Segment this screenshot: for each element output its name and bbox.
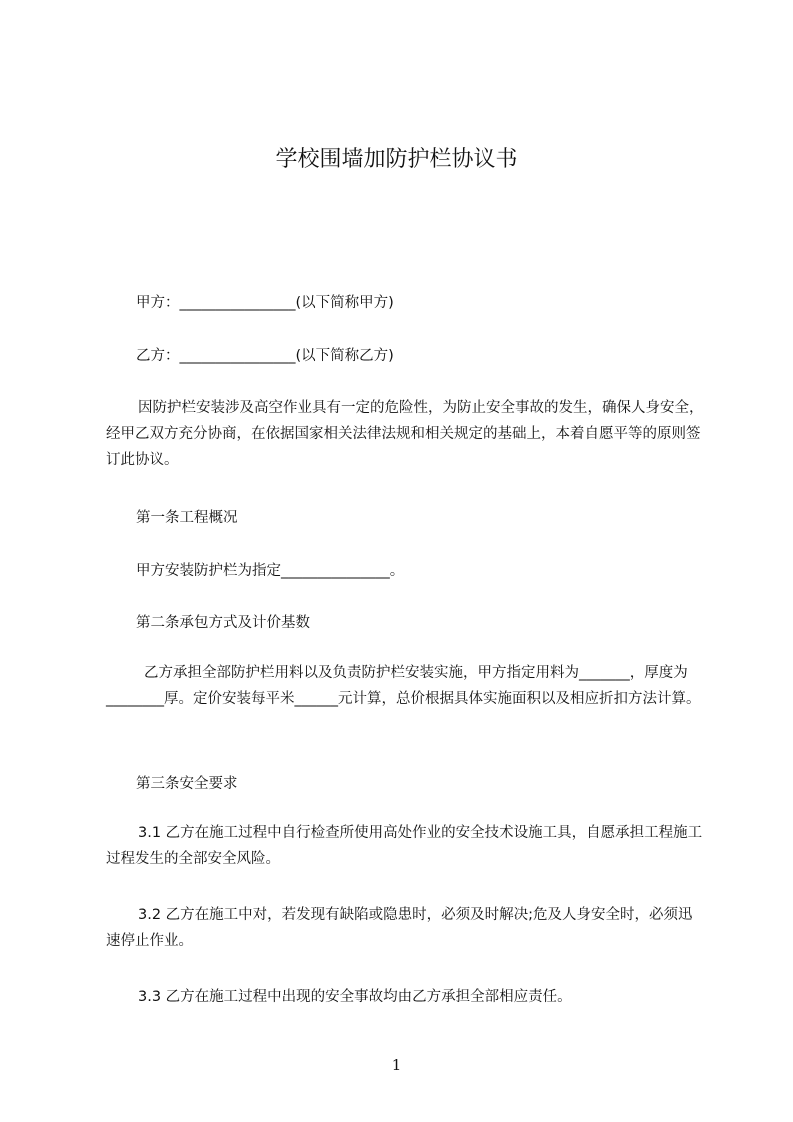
document-title: 学校围墙加防护栏协议书 <box>275 147 518 172</box>
article-2-paragraph: 乙方承担全部防护栏用料以及负责防护栏安装实施，甲方指定用料为_______，厚度为________厚。定价安装每平米______元计算，总价根据具体实施面积以及相应折扣方法计算。 <box>106 665 701 707</box>
article-2-heading: 第二条承包方式及计价基数 <box>136 615 310 631</box>
clause-3-2: 3.2 乙方在施工中对，若发现有缺陷或隐患时，必须及时解决;危及人身安全时，必须迅速停止作业。 <box>106 907 693 949</box>
clause-3-1: 3.1 乙方在施工过程中自行检查所使用高处作业的安全技术设施工具，自愿承担工程施工过程发生的全部安全风险。 <box>106 825 703 867</box>
clause-3-3: 3.3 乙方在施工过程中出现的安全事故均由乙方承担全部相应责任。 <box>138 989 572 1005</box>
article-3-heading: 第三条安全要求 <box>136 776 238 792</box>
article-1-heading: 第一条工程概况 <box>136 510 238 526</box>
article-1-text: 甲方安装防护栏为指定_______________。 <box>136 563 405 579</box>
party-b-line: 乙方：________________(以下简称乙方) <box>136 348 394 364</box>
page-number: 1 <box>391 1056 402 1074</box>
party-a-line: 甲方：________________(以下简称甲方) <box>136 295 394 311</box>
intro-paragraph: 因防护栏安装涉及高空作业具有一定的危险性，为防止安全事故的发生，确保人身安全，经甲乙双方充分协商，在依据国家相关法律法规和相关规定的基础上，本着自愿平等的原则签订此协议。 <box>106 400 704 468</box>
